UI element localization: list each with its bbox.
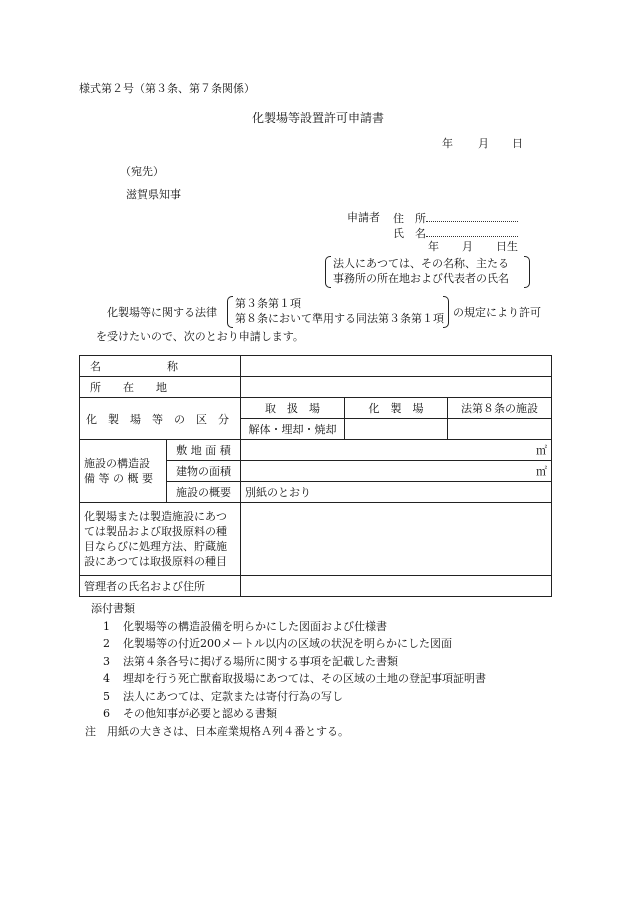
building-area-unit: ㎡	[536, 465, 547, 478]
attachment-item: 6 その他知事が必要と認める書類	[103, 707, 277, 720]
request-option-1[interactable]: 第３条第１項	[235, 297, 301, 310]
name-input-cell[interactable]	[241, 356, 552, 377]
birth-day: 日生	[496, 240, 518, 253]
row-manager	[80, 576, 552, 597]
left-bracket	[325, 256, 331, 288]
site-area-input[interactable]	[241, 440, 552, 461]
attachments-heading: 添付書類	[91, 602, 135, 615]
building-area-input[interactable]	[241, 461, 552, 482]
category-sub-3[interactable]	[448, 419, 552, 440]
manager-input[interactable]	[241, 576, 552, 597]
row-site-area	[80, 440, 552, 461]
request-lead: 化製場等に関する法律	[107, 306, 217, 319]
attachment-item: 5 法人にあつては、定款または寄付行為の写し	[103, 689, 343, 703]
manager-label: 管理者の氏名および住所	[80, 576, 241, 597]
date-day: 日	[512, 137, 523, 150]
attachments-section	[79, 600, 486, 740]
note-label: 注	[85, 724, 96, 738]
addressee-prefix: （宛先）	[120, 165, 164, 178]
corporate-note-line-1: 法人にあつては、その名称、主たる	[333, 257, 509, 270]
facility-label-cell	[80, 440, 167, 503]
site-area-unit: ㎡	[536, 444, 547, 457]
attachment-item: 1 化製場等の構造設備を明らかにした図面および仕様書	[103, 619, 387, 633]
category-label-cell	[80, 398, 241, 440]
name-label-cell	[80, 356, 241, 377]
corporate-note-line-2: 事務所の所在地および代表者の氏名	[333, 272, 509, 285]
facility-label-line-2: 備 等 の 概 要	[84, 472, 153, 485]
request-options	[227, 296, 449, 328]
address-label: 住 所	[393, 212, 426, 225]
birth-year: 年	[428, 240, 439, 253]
overview-value[interactable]: 別紙のとおり	[241, 482, 552, 503]
form-number: 様式第２号（第３条、第７条関係）	[79, 82, 255, 95]
category-sub-2[interactable]	[345, 419, 448, 440]
request-line-2: を受けたいので、次のとおり申請します。	[96, 330, 304, 343]
building-area-label: 建物の面積	[167, 461, 241, 482]
location-label-cell	[80, 377, 241, 398]
name-label: 名 称	[90, 360, 178, 373]
right-bracket	[524, 256, 530, 288]
left-bracket	[227, 296, 233, 328]
category-col-3[interactable]: 法第８条の施設	[448, 398, 552, 419]
overview-label: 施設の概要	[167, 482, 241, 503]
page-title: 化製場等設置許可申請書	[252, 111, 385, 125]
addressee-name: 滋賀県知事	[126, 188, 181, 201]
name-label: 氏 名	[393, 227, 426, 240]
row-location	[80, 377, 552, 398]
row-products	[80, 503, 552, 576]
name-line	[426, 226, 518, 237]
date-year: 年	[442, 137, 453, 150]
attachment-item: 4 埋却を行う死亡獣畜取扱場にあつては、その区域の土地の登記事項証明書	[103, 672, 486, 685]
date-month: 月	[478, 137, 489, 150]
note-line	[79, 723, 486, 741]
application-table	[79, 355, 552, 597]
attachment-item: 2 化製場等の付近200メートル以内の区域の状況を明らかにした図面	[103, 637, 452, 650]
birth-month: 月	[462, 240, 473, 253]
category-col-2[interactable]: 化 製 場	[345, 398, 448, 419]
request-tail: の規定により許可	[453, 306, 541, 319]
category-col-1[interactable]: 取 扱 場	[241, 398, 345, 419]
products-label: 化製場または製造施設にあつては製品および取扱原料の種目ならびに処理方法、貯蔵施設にあつては取扱原料の種目	[80, 503, 241, 576]
location-label: 所 在 地	[90, 381, 167, 394]
row-name	[80, 356, 552, 377]
location-input-cell[interactable]	[241, 377, 552, 398]
address-line	[426, 211, 518, 222]
note-text: 用紙の大きさは、日本産業規格Ａ列４番とする。	[107, 724, 349, 738]
row-category-1	[80, 398, 552, 419]
corporate-note	[325, 256, 530, 288]
name-field[interactable]	[393, 226, 518, 240]
category-label: 化 製 場 等 の 区 分	[86, 412, 229, 426]
site-area-label: 敷 地 面 積	[167, 440, 241, 461]
facility-label-line-1: 施設の構造設	[84, 457, 150, 470]
attachment-item: 3 法第４条各号に掲げる場所に関する事項を記載した書類	[103, 654, 398, 668]
category-sub-1[interactable]: 解体・埋却・焼却	[241, 419, 345, 440]
request-option-2[interactable]: 第８条において準用する同法第３条第１項	[235, 312, 444, 325]
applicant-label: 申請者	[347, 211, 380, 224]
address-field[interactable]	[393, 211, 518, 225]
products-input[interactable]	[241, 503, 552, 576]
